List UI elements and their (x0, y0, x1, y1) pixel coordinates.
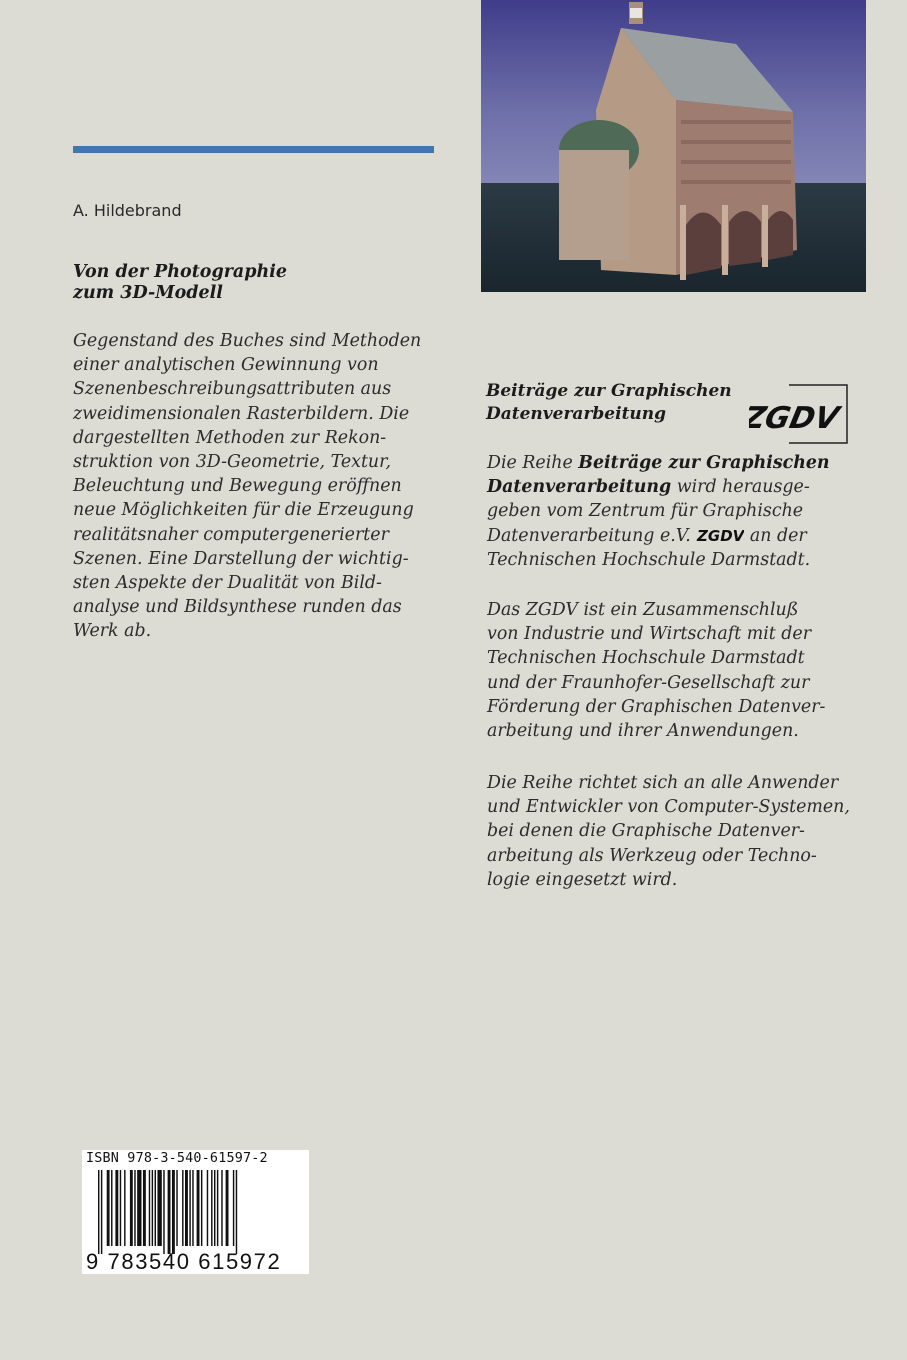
blurb-line: neue Möglichkeiten für die Erzeugung (73, 500, 414, 521)
blurb-line: sten Aspekte der Dualität von Bild- (73, 573, 382, 594)
ean-number: 9 783540 615972 (86, 1249, 282, 1274)
blurb-line: Werk ab. (73, 621, 152, 642)
church-building-icon (481, 0, 866, 292)
barcode-bar (236, 1170, 237, 1254)
barcode-bar (107, 1170, 110, 1246)
barcode-bar (214, 1170, 215, 1246)
barcode-bar (124, 1170, 125, 1246)
barcode-bar (130, 1170, 133, 1246)
barcode-bar (207, 1170, 208, 1246)
zgdv-description-line: und der Fraunhofer-Gesellschaft zur (487, 672, 810, 693)
series-title (486, 380, 766, 426)
blurb-line: Gegenstand des Buches sind Methoden (73, 331, 422, 351)
series-description (487, 451, 872, 572)
series-description-line: Datenverarbeitung wird herausge- (487, 477, 810, 498)
blurb-line: zweidimensionalen Rasterbildern. Die (73, 403, 410, 424)
audience-description-line: und Entwickler von Computer-Systemen, (487, 797, 850, 818)
barcode-bar (192, 1170, 193, 1246)
book-title-line-1: Von der Photographie (73, 262, 287, 282)
barcode-bar (197, 1170, 200, 1246)
audience-description-line: arbeitung als Werkzeug oder Techno- (487, 845, 817, 866)
blurb-line: realitätsnaher computergenerierter (73, 524, 389, 545)
barcode-bar (201, 1170, 202, 1246)
author-name: A. Hildebrand (73, 201, 182, 220)
svg-text:ZGDV: ZGDV (697, 526, 745, 544)
book-blurb (73, 329, 435, 644)
audience-description (487, 771, 872, 892)
cover-photo (481, 0, 866, 292)
barcode-bar (149, 1170, 150, 1246)
barcode-bar (211, 1170, 212, 1246)
barcode-bar (176, 1170, 177, 1246)
zgdv-description-line: Förderung der Graphischen Datenver- (487, 696, 826, 717)
audience-description-line: logie eingesetzt wird. (487, 869, 678, 890)
barcode-bar (137, 1170, 141, 1246)
svg-text:ZGDV: ZGDV (749, 401, 842, 436)
barcode-bar (134, 1170, 135, 1246)
accent-rule (73, 146, 434, 153)
series-title-line-1: Beiträge zur Graphischen (486, 381, 732, 401)
zgdv-description-line: Das ZGDV ist ein Zusammenschluß (487, 600, 799, 620)
barcode-bar (98, 1170, 99, 1254)
barcode-bar (163, 1170, 164, 1254)
series-description-line: Die Reihe Beiträge zur Graphischen (487, 453, 830, 473)
barcode-bar (157, 1170, 161, 1246)
series-description-line: geben vom Zentrum für Graphische (487, 501, 804, 522)
isbn-number: ISBN 978-3-540-61597-2 (86, 1151, 268, 1166)
blurb-line: dargestellten Methoden zur Rekon- (73, 427, 387, 448)
isbn-barcode (82, 1150, 309, 1274)
zgdv-description-line: Technischen Hochschule Darmstadt (487, 648, 805, 669)
barcode-bar (115, 1170, 118, 1246)
zgdv-description-line: arbeitung und ihrer Anwendungen. (487, 721, 799, 742)
barcode-bar (152, 1170, 153, 1246)
series-description-line: Datenverarbeitung e.V. ZGDV an der (487, 525, 807, 546)
book-title (73, 262, 413, 304)
zgdv-description-line: von Industrie und Wirtschaft mit der (487, 624, 812, 645)
blurb-line: Beleuchtung und Bewegung eröffnen (73, 476, 402, 497)
barcode-bars (98, 1170, 302, 1254)
barcode-bar (185, 1170, 188, 1246)
barcode-bar (226, 1170, 229, 1246)
barcode-bar (111, 1170, 112, 1246)
barcode-bar (182, 1170, 183, 1246)
blurb-line: Szenen. Eine Darstellung der wichtig- (73, 548, 409, 569)
barcode-bar (155, 1170, 156, 1246)
barcode-bar (217, 1170, 218, 1246)
barcode-bar (233, 1170, 234, 1246)
blurb-line: struktion von 3D-Geometrie, Textur, (73, 452, 392, 473)
series-title-line-2: Datenverarbeitung (486, 404, 667, 424)
series-description-line: Technischen Hochschule Darmstadt. (487, 549, 811, 570)
zgdv-description (487, 598, 872, 743)
barcode-bar (221, 1170, 222, 1246)
barcode-bar (189, 1170, 190, 1246)
barcode-bar (120, 1170, 121, 1246)
blurb-line: einer analytischen Gewinnung von (73, 355, 379, 376)
audience-description-line: bei denen die Graphische Datenver- (487, 821, 805, 842)
barcode-bar (101, 1170, 102, 1254)
audience-description-line: Die Reihe richtet sich an alle Anwender (487, 773, 839, 793)
barcode-bar (168, 1170, 171, 1254)
barcode-bar (172, 1170, 175, 1254)
barcode-bar (143, 1170, 146, 1246)
zgdv-inline-logo-icon (696, 526, 744, 544)
blurb-line: Szenenbeschreibungsattributen aus (73, 379, 392, 400)
zgdv-logo-icon (749, 384, 848, 444)
blurb-line: analyse und Bildsynthese runden das (73, 597, 402, 618)
book-title-line-2: zum 3D-Modell (73, 283, 223, 303)
